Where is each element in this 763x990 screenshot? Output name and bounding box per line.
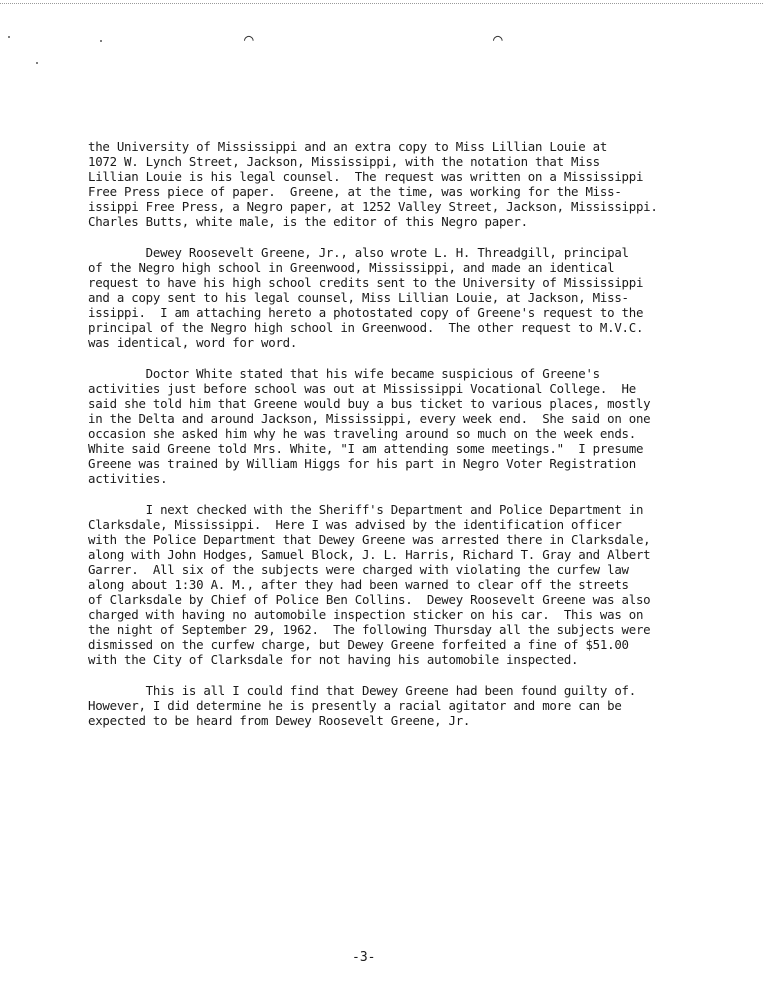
text-line: Free Press piece of paper. Greene, at the time, was working for the Miss- <box>88 184 622 199</box>
text-line: and a copy sent to his legal counsel, Miss Lillian Louie, at Jackson, Miss- <box>88 290 629 305</box>
text-line: White said Greene told Mrs. White, "I am attending some meetings." I presume <box>88 441 644 456</box>
text-line: Clarksdale, Mississippi. Here I was advised by the identification officer <box>88 517 622 532</box>
text-line: the University of Mississippi and an extra copy to Miss Lillian Louie at <box>88 139 608 154</box>
scan-speck <box>36 62 38 64</box>
text-line: along with John Hodges, Samuel Block, J. L. Harris, Richard T. Gray and Albert <box>88 547 651 562</box>
text-line: the night of September 29, 1962. The following Thursday all the subjects were <box>88 622 651 637</box>
text-line: expected to be heard from Dewey Roosevelt Greene, Jr. <box>88 713 471 728</box>
letter-body <box>88 139 688 744</box>
paragraph-5 <box>88 683 688 728</box>
scan-speck <box>100 40 102 42</box>
text-line: charged with having no automobile inspection sticker on his car. This was on <box>88 607 644 622</box>
top-border-rule <box>0 3 763 4</box>
text-line: I next checked with the Sheriff's Department and Police Department in <box>88 502 644 517</box>
text-line: of Clarksdale by Chief of Police Ben Collins. Dewey Roosevelt Greene was also <box>88 592 651 607</box>
text-line: in the Delta and around Jackson, Mississippi, every week end. She said on one <box>88 411 651 426</box>
text-line: activities just before school was out at Mississippi Vocational College. He <box>88 381 636 396</box>
text-line: with the Police Department that Dewey Greene was arrested there in Clarksdale, <box>88 532 651 547</box>
text-line: Dewey Roosevelt Greene, Jr., also wrote L. H. Threadgill, principal <box>88 245 629 260</box>
text-line: said she told him that Greene would buy a bus ticket to various places, mostly <box>88 396 651 411</box>
text-line: 1072 W. Lynch Street, Jackson, Mississippi, with the notation that Miss <box>88 154 600 169</box>
text-line: issippi Free Press, a Negro paper, at 1252 Valley Street, Jackson, Mississippi. <box>88 199 658 214</box>
pen-mark-right: ⌒ <box>493 29 503 48</box>
text-line: along about 1:30 A. M., after they had been warned to clear off the streets <box>88 577 629 592</box>
text-line: Doctor White stated that his wife became suspicious of Greene's <box>88 366 600 381</box>
text-line: Garrer. All six of the subjects were charged with violating the curfew law <box>88 562 629 577</box>
paragraph-3 <box>88 366 688 486</box>
text-line: dismissed on the curfew charge, but Dewey Greene forfeited a fine of $51.00 <box>88 637 629 652</box>
text-line: Greene was trained by William Higgs for his part in Negro Voter Registration <box>88 456 636 471</box>
text-line: Lillian Louie is his legal counsel. The request was written on a Mississippi <box>88 169 644 184</box>
text-line: occasion she asked him why he was traveling around so much on the week ends. <box>88 426 636 441</box>
text-line: with the City of Clarksdale for not having his automobile inspected. <box>88 652 579 667</box>
paragraph-1 <box>88 139 688 229</box>
paragraph-2 <box>88 245 688 350</box>
page-number: -3- <box>352 950 376 965</box>
text-line: However, I did determine he is presently a racial agitator and more can be <box>88 698 622 713</box>
text-line: was identical, word for word. <box>88 335 298 350</box>
scan-speck <box>8 36 10 38</box>
text-line: request to have his high school credits sent to the University of Mississippi <box>88 275 644 290</box>
text-line: activities. <box>88 471 168 486</box>
text-line: Charles Butts, white male, is the editor of this Negro paper. <box>88 214 528 229</box>
paragraph-4 <box>88 502 688 667</box>
pen-mark-left: ⌒ <box>244 29 254 48</box>
text-line: principal of the Negro high school in Greenwood. The other request to M.V.C. <box>88 320 644 335</box>
text-line: This is all I could find that Dewey Greene had been found guilty of. <box>88 683 636 698</box>
text-line: issippi. I am attaching hereto a photostated copy of Greene's request to the <box>88 305 644 320</box>
text-line: of the Negro high school in Greenwood, Mississippi, and made an identical <box>88 260 615 275</box>
